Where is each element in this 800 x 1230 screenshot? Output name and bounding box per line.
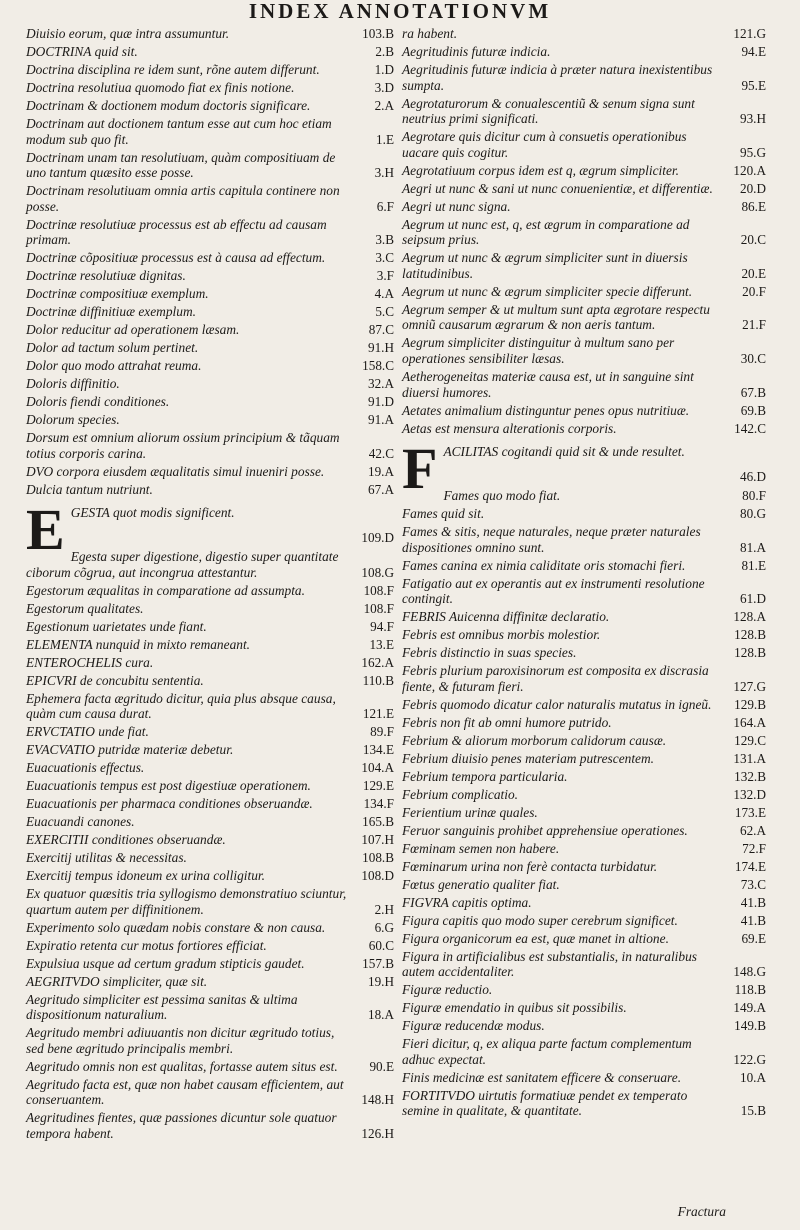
page-reference: 107.H	[361, 832, 394, 848]
index-entry	[26, 80, 394, 96]
page-reference: 149.A	[733, 1000, 766, 1016]
index-entry	[402, 1018, 766, 1034]
entry-text: Febris non fit ab omni humore putrido.	[402, 714, 612, 730]
entry-text: Doctrinam resolutiuam omnia artis capitula continere non posse.	[26, 183, 340, 214]
index-entry	[402, 524, 766, 555]
index-entry	[402, 697, 766, 713]
entry-text: Dolor ad tactum solum pertinet.	[26, 340, 199, 356]
index-entry	[402, 558, 766, 574]
index-entry	[26, 1059, 394, 1075]
index-entry	[402, 250, 766, 281]
page-reference: 3.B	[375, 232, 394, 248]
index-entry	[26, 322, 394, 338]
entry-text: Fames canina ex nimia caliditate oris stomachi fieri.	[402, 557, 686, 573]
page-reference: 81.A	[739, 539, 766, 555]
entry-text: Aetherogeneitas materiæ causa est, ut in sanguine sint diuersi humores.	[402, 368, 694, 400]
left-column	[26, 26, 394, 1144]
entry-text: Doctrinæ cõpositiuæ processus est à causa ad effectum.	[26, 250, 326, 266]
page-reference: 20.D	[739, 180, 766, 196]
index-entry	[402, 163, 766, 179]
entry-text: Euacuandi canones.	[26, 814, 135, 830]
index-entry	[26, 1025, 394, 1056]
index-entry	[26, 956, 394, 972]
page-reference: 1.D	[374, 61, 394, 77]
index-entry	[402, 859, 766, 875]
page-reference: 162.A	[361, 654, 394, 670]
index-entry	[26, 183, 394, 214]
page-reference: 132.B	[734, 768, 766, 784]
page-reference: 6.F	[376, 198, 394, 214]
running-header: INDEX ANNOTATIONVM	[248, 0, 552, 23]
page-reference: 80.G	[739, 506, 766, 522]
page-reference: 94.F	[370, 618, 394, 634]
entry-text: Figuræ reducendæ modus.	[402, 1018, 545, 1034]
page-reference: 95.E	[741, 77, 766, 93]
index-entry	[402, 895, 766, 911]
entry-text: Aegrum ut nunc & ægrum simpliciter sunt in diuersis latitudinibus.	[402, 250, 688, 281]
entry-text: Euacuationis per pharmaca conditiones obseruandæ.	[26, 796, 313, 812]
page-reference: 164.A	[733, 714, 766, 730]
index-entry	[402, 506, 766, 522]
page-reference: 95.G	[739, 144, 766, 160]
entry-text: Aegrum simpliciter distinguitur à multum sano per operationes sensibiliter læsas.	[402, 335, 675, 366]
page-reference: 86.E	[741, 198, 766, 214]
entry-text: Dolor quo modo attrahat reuma.	[26, 358, 202, 374]
page-reference: 91.A	[367, 412, 394, 428]
page-reference: 73.C	[740, 876, 766, 892]
entry-text: Aegrum ut nunc est, q, est ægrum in comparatione ad seipsum prius.	[402, 216, 690, 248]
page-reference: 108.D	[361, 868, 394, 884]
page-reference: 132.D	[733, 786, 766, 802]
index-entry	[402, 1000, 766, 1016]
entry-text: Aegritudo membri adiuuantis non dicitur ægritudo totius, sed bene ægritudo principalis membri.	[26, 1025, 335, 1056]
index-entry	[402, 403, 766, 419]
entry-text: Diuisio eorum, quæ intra assumuntur.	[26, 26, 230, 41]
index-entry	[26, 814, 394, 830]
entry-text: Fœtus generatio qualiter fiat.	[402, 876, 560, 892]
index-entry	[26, 358, 394, 374]
index-entry	[26, 886, 394, 917]
page-reference: 129.B	[734, 696, 766, 712]
page-reference: 3.F	[376, 268, 394, 284]
page-reference: 10.A	[739, 1069, 766, 1085]
index-entry	[26, 44, 394, 60]
entry-text: Fames quid sit.	[402, 506, 485, 522]
index-entry	[26, 304, 394, 320]
index-entry	[26, 938, 394, 954]
entry-text: Aegritudines fientes, quæ passiones dicuntur sole quatuor tempora habent.	[26, 1110, 337, 1141]
entry-text: FORTITVDO uirtutis formatiuæ pendet ex temperato semine in qualitate, & quantitate.	[402, 1087, 688, 1119]
entry-text: Figuræ reductio.	[402, 982, 493, 998]
index-entry	[402, 877, 766, 893]
index-entry	[402, 913, 766, 929]
entry-text: Doctrina resolutiua quomodo fiat ex finis notione.	[26, 79, 295, 95]
entry-text: Febris quomodo dicatur calor naturalis mutatus in igneũ.	[402, 696, 712, 712]
entry-text: Aegritudo omnis non est qualitas, fortasse autem situs est.	[26, 1058, 338, 1074]
page-reference: 42.C	[368, 445, 394, 461]
page-reference: 120.A	[733, 162, 766, 178]
index-entry	[402, 627, 766, 643]
entry-text: Feruor sanguinis prohibet apprehensiue operationes.	[402, 822, 688, 838]
entry-text: ELEMENTA nunquid in mixto remaneant.	[26, 636, 251, 652]
page-reference: 129.E	[362, 778, 394, 794]
page-reference: 173.E	[734, 804, 766, 820]
page-reference: 87.C	[368, 322, 394, 338]
entry-text: Figuræ emendatio in quibus sit possibilis.	[402, 1000, 627, 1016]
drop-cap: F	[402, 436, 438, 502]
index-entry	[402, 181, 766, 197]
entry-text: Ferientium urinæ quales.	[402, 804, 538, 820]
page-reference: 19.A	[367, 463, 394, 479]
entry-text: Doctrinæ diffinitiuæ exemplum.	[26, 304, 196, 320]
index-entry	[26, 724, 394, 740]
page-reference: 90.E	[369, 1058, 394, 1074]
index-entry	[26, 464, 394, 480]
page-reference: 103.B	[362, 26, 394, 41]
page-reference: 108.B	[362, 850, 394, 866]
page-reference: 20.C	[740, 232, 766, 248]
index-entry	[402, 44, 766, 60]
page-reference: 18.A	[367, 1007, 394, 1023]
page-reference: 110.B	[362, 672, 394, 688]
entry-text: Fœminam semen non habere.	[402, 840, 560, 856]
entry-text: Egesta super digestione, digestio super quantitate ciborum cõgrua, aut incongrua attestantur.	[26, 549, 339, 580]
index-entry	[26, 116, 394, 147]
index-entry	[26, 412, 394, 428]
entry-text: Figura in artificialibus est substantialis, in naturalibus autem accidentaliter.	[402, 948, 697, 980]
entry-text: Finis medicinæ est sanitatem efficere & conseruare.	[402, 1069, 682, 1085]
index-entry	[402, 931, 766, 947]
index-entry	[26, 62, 394, 78]
index-entry	[402, 841, 766, 857]
page-reference: 69.E	[741, 930, 766, 946]
page-reference: 72.F	[742, 840, 766, 856]
page-reference: 13.E	[369, 636, 394, 652]
entry-text: Doctrinam unam tan resolutiuam, quàm compositiuam de uno tantum quæsito esse posse.	[26, 149, 336, 181]
index-entry	[26, 778, 394, 794]
entry-text: Doctrina disciplina re idem sunt, rõne autem differunt.	[26, 61, 320, 77]
page-reference: 3.D	[374, 79, 394, 95]
page-reference: 4.A	[374, 286, 394, 302]
entry-text: DVO corpora eiusdem æqualitatis simul inueniri posse.	[26, 463, 325, 479]
index-entry	[402, 823, 766, 839]
page-reference: 118.B	[734, 982, 766, 998]
entry-text: AEGRITVDO simpliciter, quæ sit.	[26, 973, 208, 989]
page-reference: 2.A	[374, 97, 394, 113]
page-reference: 121.G	[733, 26, 766, 41]
index-entry	[26, 340, 394, 356]
index-entry	[26, 637, 394, 653]
entry-text: Figura organicorum ea est, quæ manet in altione.	[402, 930, 669, 946]
page-reference: 81.E	[741, 557, 766, 573]
page-reference: 1.E	[376, 131, 394, 147]
page-reference: 108.G	[361, 564, 394, 580]
page-reference: 19.H	[367, 973, 394, 989]
index-entry	[402, 1088, 766, 1119]
index-entry	[26, 286, 394, 302]
entry-text: Aetates animalium distinguntur penes opus nutritiuæ.	[402, 402, 690, 418]
entry-text: Doctrinæ resolutiuæ dignitas.	[26, 268, 186, 284]
index-entry	[26, 619, 394, 635]
page-reference: 134.F	[363, 796, 394, 812]
page-reference: 3.H	[374, 165, 394, 181]
entry-text: Fatigatio aut ex operantis aut ex instrumenti resolutione contingit.	[402, 575, 705, 607]
page-reference: 30.C	[740, 350, 766, 366]
entry-text: Febris est omnibus morbis molestior.	[402, 627, 601, 643]
index-entry	[402, 949, 766, 980]
index-entry	[402, 96, 766, 127]
entry-text: Ex quatuor quæsitis tria syllogismo demonstratiuo sciuntur, quartum autem per diffinitionem.	[26, 886, 347, 917]
entry-text: Dulcia tantum nutriunt.	[26, 481, 153, 497]
entry-text: Egestionum uarietates unde fiant.	[26, 618, 207, 634]
index-entry	[26, 601, 394, 617]
index-entry	[402, 1070, 766, 1086]
page-reference: 3.C	[375, 250, 394, 266]
page-reference: 5.C	[375, 304, 394, 320]
entry-text: Aegritudinis futuræ indicia.	[402, 43, 551, 59]
entry-text: Dolorum species.	[26, 412, 120, 428]
right-column	[402, 26, 766, 1121]
entry-text: Aegrotare quis dicitur cum à consuetis operationibus uacare quis cogitur.	[402, 129, 687, 160]
entry-text: FEBRIS Auicenna diffinitæ declaratio.	[402, 609, 610, 625]
index-entry	[26, 549, 394, 580]
entry-text: Aegrum ut nunc & ægrum simpliciter specie differunt.	[402, 283, 693, 299]
entry-text: EXERCITII conditiones obseruandæ.	[26, 832, 226, 848]
entry-text: Egestorum qualitates.	[26, 600, 144, 616]
page-reference: 127.G	[733, 678, 766, 694]
entry-text: EVACVATIO putridæ materiæ debetur.	[26, 742, 234, 758]
index-entry	[26, 98, 394, 114]
index-entry	[402, 335, 766, 366]
index-entry	[26, 850, 394, 866]
entry-text: Febrium complicatio.	[402, 786, 519, 802]
entry-text: Aetas est mensura alterationis corporis.	[402, 420, 617, 436]
page-reference: 62.A	[739, 822, 766, 838]
entry-text: Fames quo modo fiat.	[443, 488, 561, 504]
index-entry	[402, 62, 766, 93]
index-entry	[26, 430, 394, 461]
entry-text: ENTEROCHELIS cura.	[26, 654, 154, 670]
index-entry	[26, 376, 394, 392]
entry-text: Febrium tempora particularia.	[402, 768, 568, 784]
index-entry	[26, 583, 394, 599]
page-reference: 41.B	[740, 912, 766, 928]
entry-text: Doloris diffinitio.	[26, 376, 120, 392]
entry-text: Fames & sitis, neque naturales, neque præter naturales dispositiones omnino sunt.	[402, 524, 701, 555]
index-entry	[26, 1110, 394, 1141]
entry-text: Fœminarum urina non ferè contacta turbidatur.	[402, 858, 658, 874]
index-entry	[26, 920, 394, 936]
index-entry	[402, 302, 766, 333]
index-entry	[402, 982, 766, 998]
index-entry	[402, 129, 766, 160]
page-reference: 148.G	[733, 964, 766, 980]
entry-text: Aegritudinis futuræ indicia à præter natura inexistentibus sumpta.	[402, 61, 713, 93]
page-reference: 67.B	[740, 384, 766, 400]
entry-text: Febrium & aliorum morborum calidorum causæ.	[402, 732, 667, 748]
entry-text: Aegrotaturorum & conualescentiũ & senum signa sunt neutrius primi significati.	[402, 95, 695, 127]
index-entry	[26, 760, 394, 776]
index-entry	[26, 673, 394, 689]
page-reference: 41.B	[740, 894, 766, 910]
entry-text: Egestorum æqualitas in comparatione ad assumpta.	[26, 582, 305, 598]
index-entry	[402, 1036, 766, 1067]
entry-text: Aegrum semper & ut multum sunt apta ægrotare respectu omniũ causarum ægrarum & non aeris tantum.	[402, 301, 710, 333]
entry-text: Febrium diuisio penes materiam putrescentem.	[402, 750, 655, 766]
index-entry	[402, 787, 766, 803]
page-reference: 2.H	[374, 901, 394, 917]
entry-text: ACILITAS cogitandi quid sit & unde resultet.	[443, 444, 685, 460]
page-reference: 91.D	[367, 394, 394, 410]
page-reference: 32.A	[367, 376, 394, 392]
index-entry	[402, 805, 766, 821]
drop-cap: E	[26, 497, 65, 563]
index-entry	[26, 250, 394, 266]
page-reference: 6.G	[374, 919, 394, 935]
entry-text: Exercitij utilitas & necessitas.	[26, 850, 187, 866]
page-reference: 21.F	[742, 317, 766, 333]
entry-text: Dorsum est omnium aliorum ossium principium & tãquam totius corporis carina.	[26, 430, 340, 461]
catchword: Fractura	[677, 1204, 726, 1219]
page-reference: 131.A	[733, 750, 766, 766]
index-entry	[26, 974, 394, 990]
entry-text: Fieri dicitur, q, ex aliqua parte factum complementum adhuc expectat.	[402, 1036, 692, 1067]
page-reference: 128.A	[733, 609, 766, 625]
entry-text: Figura capitis quo modo super cerebrum significet.	[402, 912, 678, 928]
index-entry	[402, 488, 766, 504]
index-entry	[26, 26, 394, 42]
page-reference: 89.F	[370, 724, 394, 740]
entry-text: Expiratio retenta cur motus fortiores efficiat.	[26, 937, 267, 953]
page-reference: 108.F	[363, 600, 394, 616]
entry-text: Febris distinctio in suas species.	[402, 645, 577, 661]
page-reference: 142.C	[734, 420, 766, 436]
entry-text: Doctrinæ compositiuæ exemplum.	[26, 286, 209, 302]
page-reference: 20.F	[742, 283, 766, 299]
entry-text: Aegri ut nunc & sani ut nunc conuenientiæ, et differentiæ.	[402, 180, 713, 196]
entry-text: Aegri ut nunc signa.	[402, 198, 511, 214]
entry-text: Doctrinam & doctionem modum doctoris significare.	[26, 97, 311, 113]
index-entry	[402, 26, 766, 42]
page-reference: 69.B	[740, 402, 766, 418]
entry-text: Expulsiua usque ad certum gradum stipticis gaudet.	[26, 955, 305, 971]
index-entry	[402, 421, 766, 437]
page-reference: 148.H	[361, 1092, 394, 1108]
page-reference: 104.A	[361, 760, 394, 776]
page-reference: 2.B	[375, 43, 394, 59]
index-entry	[402, 609, 766, 625]
page-reference: 174.E	[734, 858, 766, 874]
index-entry	[26, 497, 394, 563]
entry-text: Doloris fiendi conditiones.	[26, 394, 170, 410]
page-reference: 93.H	[739, 111, 766, 127]
index-entry	[26, 1077, 394, 1108]
entry-text: FIGVRA capitis optima.	[402, 894, 532, 910]
index-entry	[26, 796, 394, 812]
page-reference: 15.B	[740, 1103, 766, 1119]
page-reference: 134.E	[362, 742, 394, 758]
index-entry	[26, 868, 394, 884]
index-entry	[402, 199, 766, 215]
index-entry	[26, 992, 394, 1023]
entry-text: Euacuationis effectus.	[26, 760, 145, 776]
index-entry	[402, 769, 766, 785]
entry-text: ra habent.	[402, 26, 458, 41]
page-reference: 149.B	[734, 1018, 766, 1034]
entry-text: ERVCTATIO unde fiat.	[26, 724, 149, 740]
entry-text: Aegritudo facta est, quæ non habet causam efficientem, aut conseruantem.	[26, 1076, 344, 1108]
index-entry	[26, 655, 394, 671]
index-entry	[26, 832, 394, 848]
page-reference: 91.H	[367, 340, 394, 356]
page-reference: 61.D	[739, 591, 766, 607]
entry-text: Aegrotatiuum corpus idem est q, ægrum simpliciter.	[402, 162, 679, 178]
index-entry	[402, 284, 766, 300]
entry-text: Ephemera facta ægritudo dicitur, quia plus absque causa, quàm cum causa durat.	[26, 690, 336, 722]
index-entry	[402, 645, 766, 661]
entry-text: Febris plurium paroxisinorum est composita ex discrasia fiente, & futuram fieri.	[402, 663, 709, 694]
index-entry	[402, 733, 766, 749]
page-reference: 129.C	[734, 732, 766, 748]
page-reference: 80.F	[742, 488, 766, 504]
entry-text: Doctrinam aut doctionem tantum esse aut cum hoc etiam modum sub quo fit.	[26, 115, 332, 147]
entry-text: Doctrinæ resolutiuæ processus est ab effectu ad causam primam.	[26, 216, 327, 248]
page-reference: 157.B	[362, 955, 394, 971]
page-reference: 109.D	[361, 529, 394, 545]
index-entry	[26, 217, 394, 248]
page-reference: 128.B	[734, 627, 766, 643]
entry-text: GESTA quot modis significent.	[70, 505, 235, 521]
index-entry	[26, 742, 394, 758]
page-reference: 60.C	[368, 937, 394, 953]
page-reference: 126.H	[361, 1125, 394, 1141]
index-entry	[402, 663, 766, 694]
index-entry	[26, 268, 394, 284]
page-reference: 165.B	[362, 814, 394, 830]
entry-text: Experimento solo quædam nobis constare & non causa.	[26, 919, 326, 935]
index-entry	[402, 576, 766, 607]
page-reference: 122.G	[733, 1051, 766, 1067]
index-entry	[26, 394, 394, 410]
index-entry	[402, 369, 766, 400]
index-entry	[402, 751, 766, 767]
page-reference: 121.E	[362, 706, 394, 722]
page-reference: 108.F	[363, 582, 394, 598]
index-entry	[402, 715, 766, 731]
entry-text: Dolor reducitur ad operationem læsam.	[26, 322, 240, 338]
page-reference: 128.B	[734, 645, 766, 661]
index-entry	[402, 217, 766, 248]
page-reference: 94.E	[741, 43, 766, 59]
entry-text: EPICVRI de concubitu sententia.	[26, 672, 204, 688]
entry-text: DOCTRINA quid sit.	[26, 43, 138, 59]
index-entry	[26, 691, 394, 722]
page-reference: 67.A	[367, 481, 394, 497]
page-reference: 20.E	[741, 265, 766, 281]
index-entry	[26, 482, 394, 498]
entry-text: Aegritudo simpliciter est pessima sanitas & ultima dispositionum naturalium.	[26, 991, 298, 1023]
index-entry	[26, 150, 394, 181]
entry-text: Euacuationis tempus est post digestiuæ operationem.	[26, 778, 311, 794]
page-reference: 158.C	[362, 358, 394, 374]
entry-text: Exercitij tempus idoneum ex urina colligitur.	[26, 868, 266, 884]
page-reference: 46.D	[739, 468, 766, 484]
